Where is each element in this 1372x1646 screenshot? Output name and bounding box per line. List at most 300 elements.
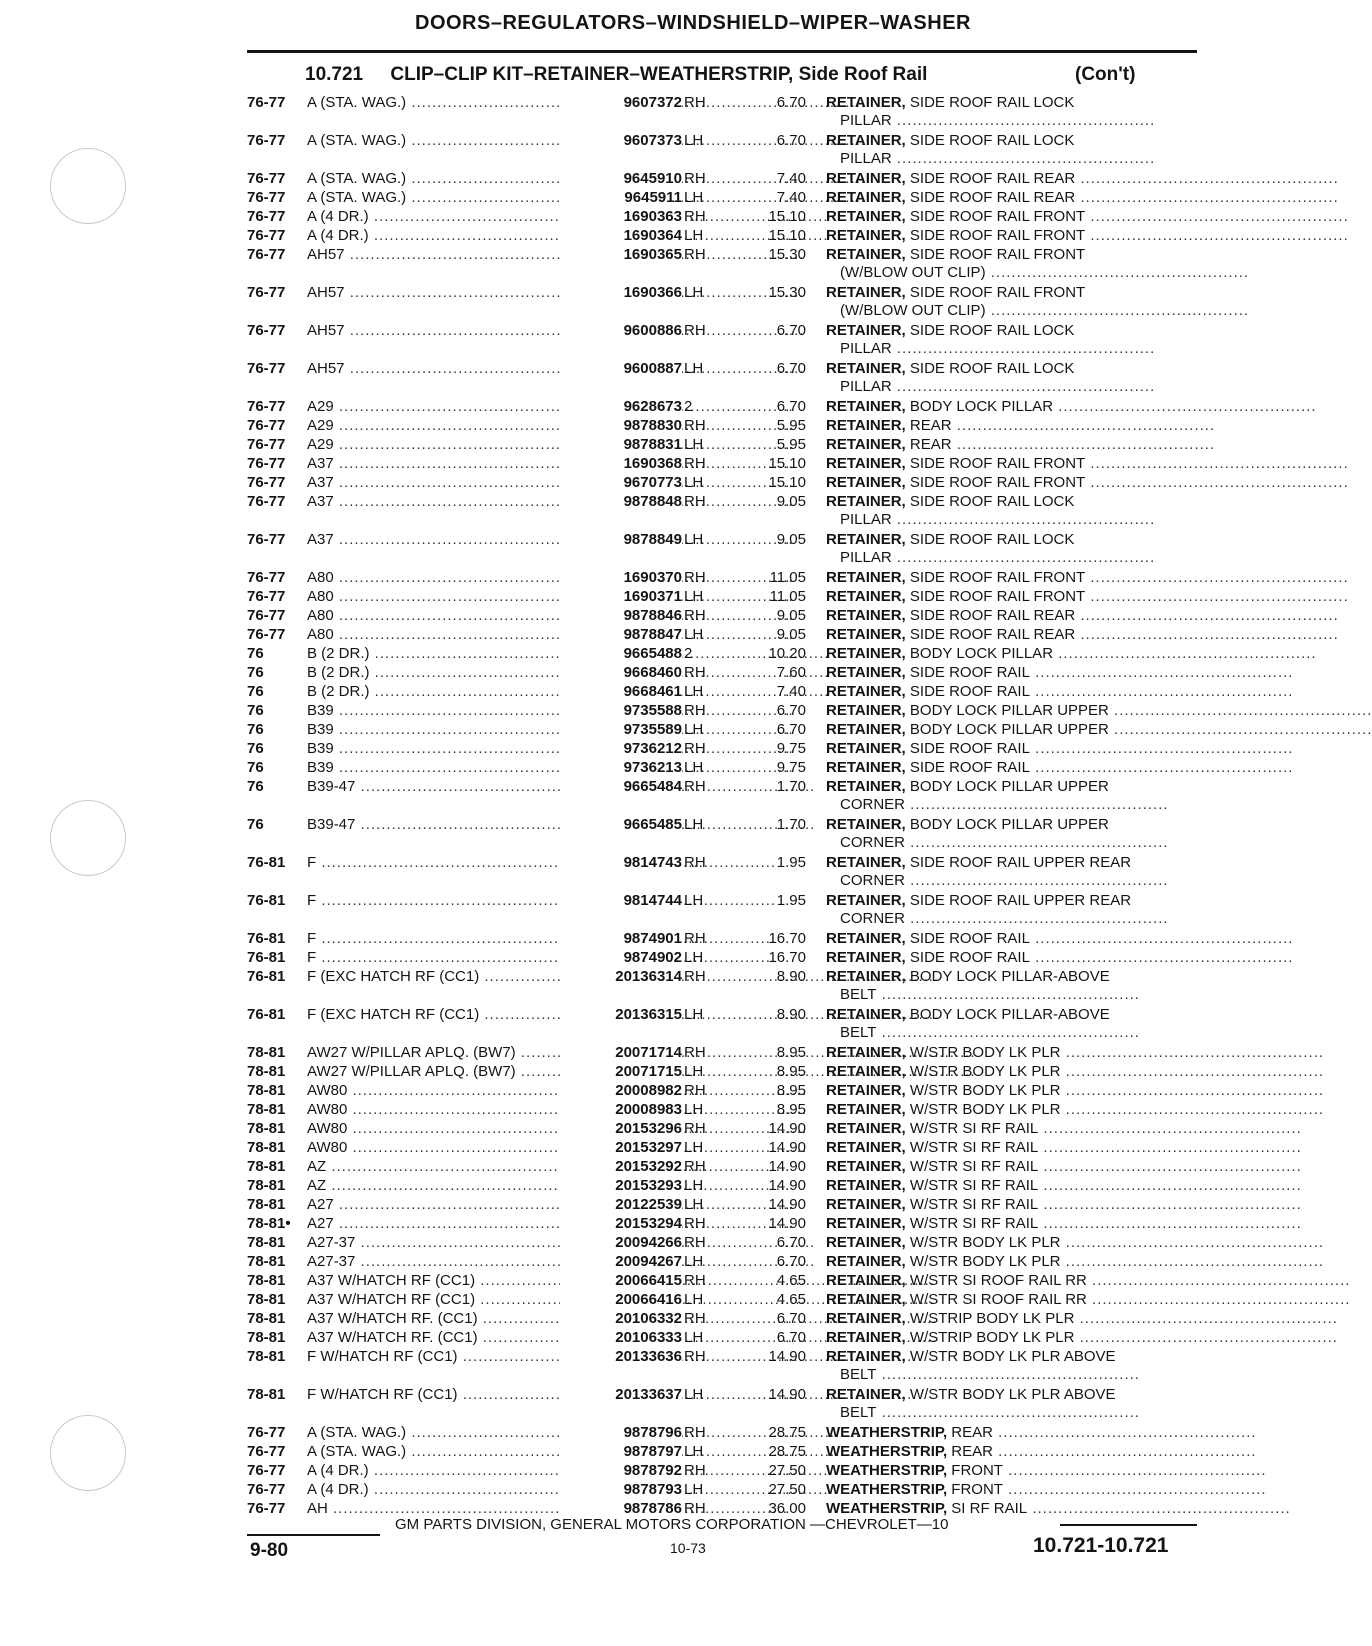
price: 15.30 xyxy=(768,246,806,263)
side-qty: RH xyxy=(684,740,706,757)
model-year: 76 xyxy=(247,702,264,719)
description-text: REAR xyxy=(909,436,952,453)
model-year: 78-81 xyxy=(247,1044,286,1061)
part-number: 9874901 xyxy=(560,930,682,947)
model-year: 78-81 xyxy=(247,1253,286,1270)
side-qty: LH xyxy=(684,1443,704,1460)
description-text: SIDE ROOF RAIL REAR xyxy=(909,170,1076,187)
part-number: 9874902 xyxy=(560,949,682,966)
table-row xyxy=(0,966,1280,1004)
model-year: 76-77 xyxy=(247,227,286,244)
description: RETAINER, BODY LOCK PILLAR UPPER .................................................. xyxy=(826,721,1372,738)
description-keyword: RETAINER, xyxy=(826,1234,906,1251)
price: 8.95 xyxy=(776,1063,806,1080)
price: 7.60 xyxy=(776,664,806,681)
description-keyword: RETAINER, xyxy=(826,1006,906,1023)
table-row xyxy=(0,757,1294,776)
table-row xyxy=(0,1232,1325,1251)
side-qty: RH xyxy=(684,322,706,339)
side-qty: LH xyxy=(684,1139,704,1156)
description-keyword: RETAINER, xyxy=(826,208,906,225)
group-number: 10.721 xyxy=(305,64,364,85)
description xyxy=(826,892,1196,909)
side-qty: RH xyxy=(684,1120,706,1137)
model-code: AW80 ..... xyxy=(307,1101,575,1118)
model-code: B39 ..... xyxy=(307,702,575,719)
description-keyword: RETAINER, xyxy=(826,1348,906,1365)
model-year: 76-77 xyxy=(247,360,286,377)
description-text: FRONT xyxy=(951,1481,1003,1498)
description-text: SIDE ROOF RAIL REAR xyxy=(909,626,1076,643)
table-row xyxy=(0,586,1349,605)
description-text: BODY LOCK PILLAR xyxy=(909,398,1054,415)
description: RETAINER, SIDE ROOF RAIL .................................................. xyxy=(826,949,1294,966)
side-qty: RH xyxy=(684,1462,706,1479)
model-code: F W/HATCH RF (CC1) ..... xyxy=(307,1348,575,1365)
description xyxy=(826,1006,1196,1023)
description-keyword: RETAINER, xyxy=(826,721,906,738)
table-row xyxy=(0,1289,1351,1308)
description-keyword: RETAINER, xyxy=(826,284,906,301)
model-code: B (2 DR.) ..... xyxy=(307,664,575,681)
description-keyword: RETAINER, xyxy=(826,189,906,206)
model-year: 76-81 xyxy=(247,949,286,966)
price: 8.95 xyxy=(776,1101,806,1118)
side-qty: LH xyxy=(684,1063,704,1080)
side-qty: LH xyxy=(684,227,704,244)
model-code: A80 ..... xyxy=(307,607,575,624)
price: 36.00 xyxy=(768,1500,806,1517)
price: 11.05 xyxy=(769,588,806,605)
table-row xyxy=(0,453,1349,472)
side-qty: LH xyxy=(684,626,704,643)
model-year: 78-81 xyxy=(247,1120,286,1137)
price: 8.90 xyxy=(776,968,806,985)
model-code: F W/HATCH RF (CC1) ..... xyxy=(307,1386,575,1403)
table-row xyxy=(0,491,1280,529)
header-rule xyxy=(247,50,1197,53)
model-code: B39-47 ..... xyxy=(307,816,575,833)
description-line2: CORNER xyxy=(840,872,906,889)
description-keyword: RETAINER, xyxy=(826,759,906,776)
description: RETAINER, SIDE ROOF RAIL .................................................. xyxy=(826,740,1294,757)
price: 7.40 xyxy=(776,683,806,700)
model-year: 76-77 xyxy=(247,417,286,434)
part-number: 9814744 xyxy=(560,892,682,909)
table-row xyxy=(0,1099,1325,1118)
description: RETAINER, W/STR SI RF RAIL .................................................. xyxy=(826,1215,1302,1232)
table-row xyxy=(0,1346,1280,1384)
description-text: SI RF RAIL xyxy=(951,1500,1028,1517)
part-number: 9878796 xyxy=(560,1424,682,1441)
description-text: BODY LOCK PILLAR UPPER xyxy=(909,816,1109,833)
model-code: AW80 ..... xyxy=(307,1082,575,1099)
model-year: 76-77 xyxy=(247,626,286,643)
description xyxy=(826,360,1196,377)
table-row xyxy=(0,472,1349,491)
model-code: A27 ..... xyxy=(307,1215,575,1232)
price: 6.70 xyxy=(776,132,806,149)
description-keyword: WEATHERSTRIP, xyxy=(826,1462,948,1479)
description-keyword: RETAINER, xyxy=(826,455,906,472)
description xyxy=(826,778,1196,795)
description-continued: PILLAR .................................................. xyxy=(840,150,1156,167)
description: RETAINER, REAR .................................................. xyxy=(826,436,1216,453)
description-continued: PILLAR .................................................. xyxy=(840,549,1156,566)
side-qty: RH xyxy=(684,1215,706,1232)
group-title: CLIP–CLIP KIT–RETAINER–WEATHERSTRIP, Side Roof Rail xyxy=(390,64,928,85)
description-keyword: RETAINER, xyxy=(826,1101,906,1118)
description-text: BODY LOCK PILLAR-ABOVE xyxy=(909,1006,1110,1023)
table-row xyxy=(0,1479,1280,1498)
part-number: 9607373 xyxy=(560,132,682,149)
description-text: SIDE ROOF RAIL LOCK xyxy=(909,94,1075,111)
description xyxy=(826,531,1196,548)
part-number: 9878797 xyxy=(560,1443,682,1460)
description-keyword: RETAINER, xyxy=(826,360,906,377)
description-keyword: RETAINER, xyxy=(826,588,906,605)
model-code: A (STA. WAG.) ..... xyxy=(307,170,575,187)
description xyxy=(826,132,1196,149)
description-text: W/STR BODY LK PLR xyxy=(909,1044,1061,1061)
part-number: 20136314 xyxy=(560,968,682,985)
description-continued: BELT .................................................. xyxy=(840,1366,1140,1383)
description: RETAINER, W/STRIP BODY LK PLR .................................................. xyxy=(826,1329,1338,1346)
price: 4.65 xyxy=(776,1272,806,1289)
part-number: 1690363 xyxy=(560,208,682,225)
side-qty: RH xyxy=(684,170,706,187)
description-continued: PILLAR .................................................. xyxy=(840,112,1156,129)
description-keyword: RETAINER, xyxy=(826,778,906,795)
side-qty: LH xyxy=(684,1101,704,1118)
price: 16.70 xyxy=(768,930,806,947)
part-number: 20122539 xyxy=(560,1196,682,1213)
price: 1.95 xyxy=(776,854,806,871)
description-keyword: RETAINER, xyxy=(826,683,906,700)
table-row xyxy=(0,1042,1325,1061)
side-qty: LH xyxy=(684,1177,704,1194)
description-text: REAR xyxy=(951,1424,993,1441)
price: 9.05 xyxy=(776,607,806,624)
model-code: B (2 DR.) ..... xyxy=(307,683,575,700)
description-keyword: WEATHERSTRIP, xyxy=(826,1424,948,1441)
part-number: 9878848 xyxy=(560,493,682,510)
description-keyword: RETAINER, xyxy=(826,170,906,187)
description-line2: BELT xyxy=(840,986,877,1003)
description-keyword: RETAINER, xyxy=(826,1215,906,1232)
description-continued: BELT .................................................. xyxy=(840,986,1140,1003)
price: 7.40 xyxy=(776,189,806,206)
continued-label: (Con't) xyxy=(1075,64,1136,85)
group-heading xyxy=(305,64,1136,86)
part-number: 1690365 xyxy=(560,246,682,263)
part-number: 9645910 xyxy=(560,170,682,187)
description: WEATHERSTRIP, SI RF RAIL .................................................. xyxy=(826,1500,1291,1517)
side-qty: RH xyxy=(684,778,706,795)
model-code: A80 ..... xyxy=(307,626,575,643)
description-line2: PILLAR xyxy=(840,150,892,167)
table-row xyxy=(0,890,1280,928)
part-number: 20153296 xyxy=(560,1120,682,1137)
description-keyword: RETAINER, xyxy=(826,569,906,586)
table-row xyxy=(0,1213,1302,1232)
model-year: 76-81 xyxy=(247,930,286,947)
description-text: SIDE ROOF RAIL FRONT xyxy=(909,284,1086,301)
description-keyword: RETAINER, xyxy=(826,626,906,643)
description-keyword: RETAINER, xyxy=(826,436,906,453)
description: RETAINER, SIDE ROOF RAIL .................................................. xyxy=(826,683,1294,700)
model-year: 78-81• xyxy=(247,1215,291,1232)
description-line2: BELT xyxy=(840,1404,877,1421)
part-number: 9735588 xyxy=(560,702,682,719)
side-qty: LH xyxy=(684,588,704,605)
table-row xyxy=(0,1061,1325,1080)
side-qty: 2 xyxy=(684,645,693,662)
description-text: SIDE ROOF RAIL FRONT xyxy=(909,227,1086,244)
side-qty: LH xyxy=(684,360,704,377)
table-row xyxy=(0,434,1280,453)
description-line2: (W/BLOW OUT CLIP) xyxy=(840,264,986,281)
description-text: SIDE ROOF RAIL FRONT xyxy=(909,208,1086,225)
description-keyword: RETAINER, xyxy=(826,1386,906,1403)
description-text: W/STR SI ROOF RAIL RR xyxy=(909,1291,1087,1308)
part-number: 20071714 xyxy=(560,1044,682,1061)
description: RETAINER, SIDE ROOF RAIL FRONT .................................................. xyxy=(826,455,1349,472)
part-number: 9668461 xyxy=(560,683,682,700)
description: RETAINER, REAR .................................................. xyxy=(826,417,1216,434)
table-row xyxy=(0,814,1280,852)
description: RETAINER, W/STR BODY LK PLR .................................................. xyxy=(826,1253,1325,1270)
description-continued: PILLAR .................................................. xyxy=(840,511,1156,528)
side-qty: RH xyxy=(684,1082,706,1099)
side-qty: LH xyxy=(684,816,704,833)
price: 6.70 xyxy=(776,94,806,111)
model-code: B39 ..... xyxy=(307,759,575,776)
table-row xyxy=(0,320,1280,358)
model-code: AH57 ..... xyxy=(307,246,575,263)
side-qty: LH xyxy=(684,436,704,453)
description-keyword: RETAINER, xyxy=(826,1158,906,1175)
model-year: 76-77 xyxy=(247,569,286,586)
description: RETAINER, W/STR BODY LK PLR .................................................. xyxy=(826,1234,1325,1251)
model-year: 78-81 xyxy=(247,1329,286,1346)
model-year: 76-81 xyxy=(247,968,286,985)
description: RETAINER, SIDE ROOF RAIL FRONT .................................................. xyxy=(826,588,1349,605)
side-qty: LH xyxy=(684,892,704,909)
description-text: SIDE ROOF RAIL REAR xyxy=(909,189,1076,206)
part-number: 9665484 xyxy=(560,778,682,795)
group-range: 10.721-10.721 xyxy=(1033,1534,1169,1557)
table-row xyxy=(0,92,1280,130)
table-row xyxy=(0,206,1349,225)
model-code: A (STA. WAG.) ..... xyxy=(307,1424,575,1441)
side-qty: RH xyxy=(684,968,706,985)
table-row xyxy=(0,225,1349,244)
model-year: 76-77 xyxy=(247,1424,286,1441)
description-keyword: RETAINER, xyxy=(826,246,906,263)
table-row xyxy=(0,719,1372,738)
model-code: A (4 DR.) ..... xyxy=(307,1462,575,1479)
price: 6.70 xyxy=(776,360,806,377)
table-row xyxy=(0,130,1280,168)
description xyxy=(826,1386,1196,1403)
model-code: B39-47 ..... xyxy=(307,778,575,795)
price: 5.95 xyxy=(776,436,806,453)
price: 14.90 xyxy=(768,1120,806,1137)
table-row xyxy=(0,168,1339,187)
description: RETAINER, SIDE ROOF RAIL .................................................. xyxy=(826,759,1294,776)
description: RETAINER, BODY LOCK PILLAR .................................................. xyxy=(826,645,1317,662)
part-number: 1690371 xyxy=(560,588,682,605)
price: 1.70 xyxy=(776,778,806,795)
description-keyword: RETAINER, xyxy=(826,968,906,985)
description-keyword: RETAINER, xyxy=(826,1063,906,1080)
side-qty: RH xyxy=(684,569,706,586)
description-keyword: RETAINER, xyxy=(826,664,906,681)
description-text: BODY LOCK PILLAR UPPER xyxy=(909,702,1109,719)
price: 9.05 xyxy=(776,531,806,548)
side-qty: LH xyxy=(684,1253,704,1270)
side-qty: LH xyxy=(684,474,704,491)
description-continued: BELT .................................................. xyxy=(840,1404,1140,1421)
model-code: AW27 W/PILLAR APLQ. (BW7) ..... xyxy=(307,1044,575,1061)
price: 14.90 xyxy=(768,1158,806,1175)
price: 8.90 xyxy=(776,1006,806,1023)
description: RETAINER, SIDE ROOF RAIL FRONT .................................................. xyxy=(826,227,1349,244)
description-continued: PILLAR .................................................. xyxy=(840,340,1156,357)
description-line2: BELT xyxy=(840,1024,877,1041)
description-text: SIDE ROOF RAIL LOCK xyxy=(909,132,1075,149)
description-line2: CORNER xyxy=(840,910,906,927)
part-number: 9665488 xyxy=(560,645,682,662)
part-number: 9628673 xyxy=(560,398,682,415)
part-number: 9668460 xyxy=(560,664,682,681)
description-text: W/STR BODY LK PLR xyxy=(909,1101,1061,1118)
description-keyword: RETAINER, xyxy=(826,645,906,662)
description-keyword: RETAINER, xyxy=(826,1082,906,1099)
table-row xyxy=(0,1080,1325,1099)
table-row xyxy=(0,947,1294,966)
description-text: W/STR SI RF RAIL xyxy=(909,1196,1039,1213)
model-code: F ..... xyxy=(307,854,575,871)
model-year: 76 xyxy=(247,683,264,700)
model-code: F (EXC HATCH RF (CC1) ..... xyxy=(307,1006,575,1023)
part-number: 20071715 xyxy=(560,1063,682,1080)
table-row xyxy=(0,643,1317,662)
part-number: 9665485 xyxy=(560,816,682,833)
model-code: AH ..... xyxy=(307,1500,575,1517)
model-code: AZ ..... xyxy=(307,1158,575,1175)
description-keyword: RETAINER, xyxy=(826,398,906,415)
side-qty: LH xyxy=(684,721,704,738)
model-year: 76 xyxy=(247,759,264,776)
table-row xyxy=(0,681,1294,700)
part-number: 9878786 xyxy=(560,1500,682,1517)
model-code: A27 ..... xyxy=(307,1196,575,1213)
model-code: F (EXC HATCH RF (CC1) ..... xyxy=(307,968,575,985)
price: 6.70 xyxy=(776,1253,806,1270)
model-code: A37 ..... xyxy=(307,455,575,472)
table-row xyxy=(0,567,1349,586)
description-text: SIDE ROOF RAIL xyxy=(909,949,1030,966)
model-code: B39 ..... xyxy=(307,740,575,757)
price: 14.90 xyxy=(768,1348,806,1365)
description-keyword: RETAINER, xyxy=(826,740,906,757)
description: WEATHERSTRIP, REAR .................................................. xyxy=(826,1443,1257,1460)
description-line2: (W/BLOW OUT CLIP) xyxy=(840,302,986,319)
model-code: A80 ..... xyxy=(307,569,575,586)
description-keyword: RETAINER, xyxy=(826,949,906,966)
description-keyword: RETAINER, xyxy=(826,816,906,833)
model-code: A (STA. WAG.) ..... xyxy=(307,189,575,206)
model-year: 76-77 xyxy=(247,132,286,149)
date-code: 9-80 xyxy=(250,1540,289,1561)
description-line2: CORNER xyxy=(840,796,906,813)
model-code: A (4 DR.) ..... xyxy=(307,1481,575,1498)
model-code: B (2 DR.) ..... xyxy=(307,645,575,662)
description-keyword: RETAINER, xyxy=(826,1177,906,1194)
model-year: 78-81 xyxy=(247,1196,286,1213)
description-keyword: RETAINER, xyxy=(826,702,906,719)
model-year: 76-77 xyxy=(247,398,286,415)
model-year: 76-81 xyxy=(247,854,286,871)
side-qty: 2 xyxy=(684,398,693,415)
side-qty: LH xyxy=(684,1329,704,1346)
table-row xyxy=(0,1422,1280,1441)
description-text: W/STR SI RF RAIL xyxy=(909,1158,1039,1175)
description-text: SIDE ROOF RAIL FRONT xyxy=(909,474,1086,491)
side-qty: RH xyxy=(684,1424,706,1441)
description xyxy=(826,322,1196,339)
model-year: 76-77 xyxy=(247,208,286,225)
model-code: F ..... xyxy=(307,892,575,909)
description: RETAINER, W/STR SI RF RAIL .................................................. xyxy=(826,1158,1302,1175)
description-keyword: RETAINER, xyxy=(826,1196,906,1213)
description xyxy=(826,1348,1196,1365)
table-row xyxy=(0,1156,1302,1175)
description: RETAINER, BODY LOCK PILLAR .................................................. xyxy=(826,398,1317,415)
price: 1.70 xyxy=(776,816,806,833)
description-continued: BELT .................................................. xyxy=(840,1024,1140,1041)
description-keyword: RETAINER, xyxy=(826,854,906,871)
description: WEATHERSTRIP, FRONT .................................................. xyxy=(826,1481,1267,1498)
description-continued: CORNER .................................................. xyxy=(840,796,1169,813)
description-text: REAR xyxy=(951,1443,993,1460)
table-row xyxy=(0,1270,1351,1289)
price: 8.95 xyxy=(776,1044,806,1061)
model-year: 76-77 xyxy=(247,189,286,206)
price: 28.75 xyxy=(768,1443,806,1460)
model-year: 76-77 xyxy=(247,455,286,472)
part-number: 20066415 xyxy=(560,1272,682,1289)
description-keyword: WEATHERSTRIP, xyxy=(826,1481,948,1498)
side-qty: RH xyxy=(684,702,706,719)
description-keyword: RETAINER, xyxy=(826,1272,906,1289)
description-keyword: RETAINER, xyxy=(826,1329,906,1346)
price: 27.50 xyxy=(768,1481,806,1498)
description-line2: PILLAR xyxy=(840,378,892,395)
description-continued: CORNER .................................................. xyxy=(840,872,1169,889)
description-text: SIDE ROOF RAIL xyxy=(909,740,1030,757)
description-text: REAR xyxy=(909,417,952,434)
model-year: 78-81 xyxy=(247,1082,286,1099)
description: RETAINER, SIDE ROOF RAIL .................................................. xyxy=(826,664,1294,681)
description-line2: PILLAR xyxy=(840,112,892,129)
table-row xyxy=(0,1308,1338,1327)
description: RETAINER, W/STR SI RF RAIL .................................................. xyxy=(826,1120,1302,1137)
model-code: AW27 W/PILLAR APLQ. (BW7) ..... xyxy=(307,1063,575,1080)
section-title: DOORS–REGULATORS–WINDSHIELD–WIPER–WASHER xyxy=(415,12,971,34)
